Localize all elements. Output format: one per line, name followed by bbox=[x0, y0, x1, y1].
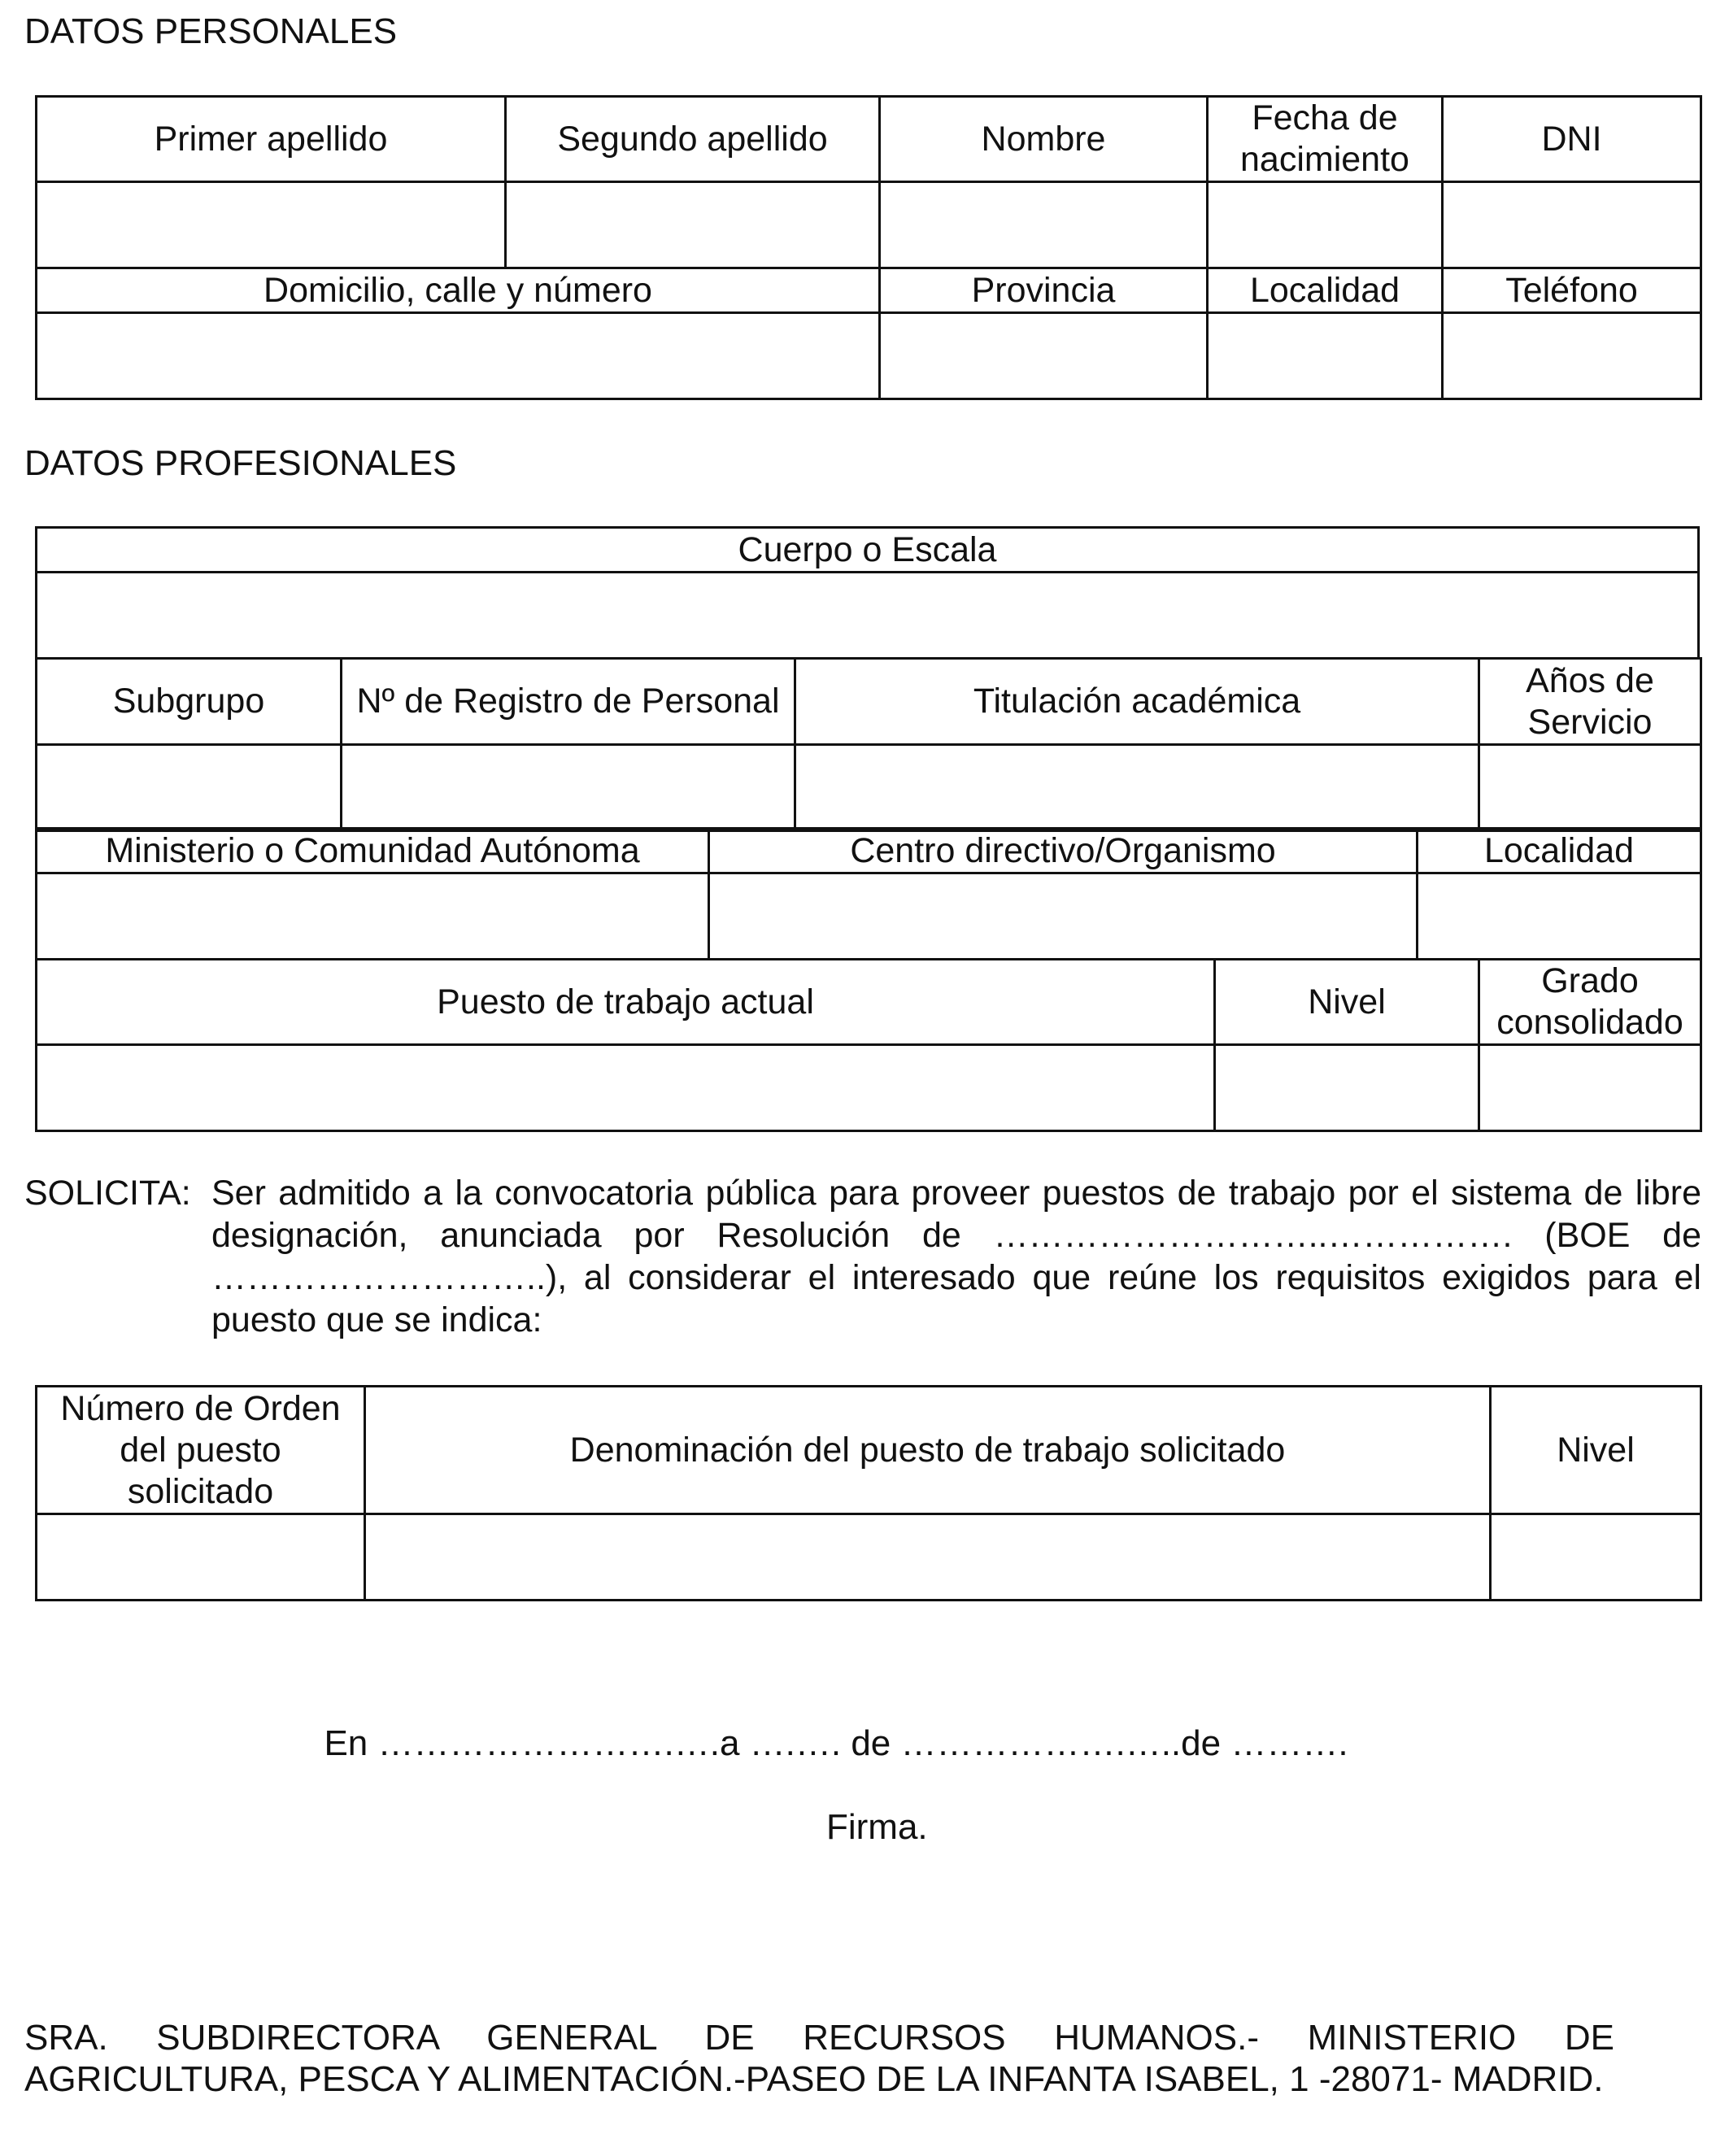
field-domicilio[interactable] bbox=[37, 313, 880, 399]
field-grado-consolidado[interactable] bbox=[1479, 1045, 1701, 1131]
field-nivel[interactable] bbox=[1215, 1045, 1479, 1131]
field-puesto-actual[interactable] bbox=[37, 1045, 1215, 1131]
request-table bbox=[35, 1385, 1702, 1601]
header-nivel-solicitado: Nivel bbox=[1491, 1387, 1701, 1514]
signature-label: Firma. bbox=[826, 1807, 928, 1847]
personal-section-title: DATOS PERSONALES bbox=[24, 11, 398, 51]
field-primer-apellido[interactable] bbox=[37, 182, 506, 268]
header-anos-servicio: Años de Servicio bbox=[1479, 659, 1701, 745]
date-line: En …………………….….a ….…. de ……………….…..de ………. bbox=[324, 1723, 1348, 1763]
personal-data-table bbox=[35, 95, 1702, 400]
field-localidad[interactable] bbox=[1208, 313, 1443, 399]
header-segundo-apellido: Segundo apellido bbox=[506, 97, 880, 182]
header-denominacion: Denominación del puesto de trabajo solicitado bbox=[365, 1387, 1491, 1514]
ministerio-table bbox=[35, 827, 1702, 960]
field-nivel-solicitado[interactable] bbox=[1491, 1514, 1701, 1601]
cuerpo-table bbox=[35, 526, 1700, 660]
field-centro-directivo[interactable] bbox=[709, 873, 1418, 960]
header-fecha-nacimiento: Fecha de nacimiento bbox=[1208, 97, 1443, 182]
field-titulacion[interactable] bbox=[795, 745, 1479, 831]
header-centro-directivo: Centro directivo/Organismo bbox=[709, 829, 1418, 873]
field-registro-personal[interactable] bbox=[342, 745, 795, 831]
field-cuerpo-escala[interactable] bbox=[37, 573, 1699, 659]
header-puesto-actual: Puesto de trabajo actual bbox=[37, 960, 1215, 1045]
field-dni[interactable] bbox=[1443, 182, 1701, 268]
field-subgrupo[interactable] bbox=[37, 745, 342, 831]
header-titulacion: Titulación académica bbox=[795, 659, 1479, 745]
header-telefono: Teléfono bbox=[1443, 268, 1701, 313]
field-numero-orden[interactable] bbox=[37, 1514, 365, 1601]
header-cuerpo-escala: Cuerpo o Escala bbox=[37, 528, 1699, 573]
field-localidad-prof[interactable] bbox=[1418, 873, 1701, 960]
header-localidad: Localidad bbox=[1208, 268, 1443, 313]
field-fecha-nacimiento[interactable] bbox=[1208, 182, 1443, 268]
professional-section-title: DATOS PROFESIONALES bbox=[24, 443, 457, 483]
header-registro-personal: Nº de Registro de Personal bbox=[342, 659, 795, 745]
header-nivel: Nivel bbox=[1215, 960, 1479, 1045]
header-grado-consolidado: Grado consolidado bbox=[1479, 960, 1701, 1045]
header-dni: DNI bbox=[1443, 97, 1701, 182]
solicita-block bbox=[24, 1172, 1701, 1341]
field-segundo-apellido[interactable] bbox=[506, 182, 880, 268]
header-numero-orden: Número de Orden del puesto solicitado bbox=[37, 1387, 365, 1514]
header-ministerio: Ministerio o Comunidad Autónoma bbox=[37, 829, 709, 873]
field-ministerio[interactable] bbox=[37, 873, 709, 960]
solicita-text: Ser admitido a la convocatoria pública para proveer puestos de trabajo por el sistema de libre designación, anunciada por Resolución de ………………………..……………. (BOE de ………………………..), al considerar el interesado que reúne los requisitos exigidos para el puesto que se indica: bbox=[211, 1174, 1701, 1339]
addressee-footer: SRA. SUBDIRECTORA GENERAL DE RECURSOS HUMANOS.- MINISTERIO DE AGRICULTURA, PESCA Y ALIMENTACIÓN.-PASEO DE LA INFANTA ISABEL, 1 -28071- MADRID. bbox=[24, 2018, 1614, 2099]
header-subgrupo: Subgrupo bbox=[37, 659, 342, 745]
header-localidad-prof: Localidad bbox=[1418, 829, 1701, 873]
registro-table bbox=[35, 657, 1702, 832]
solicita-label: SOLICITA: bbox=[24, 1174, 191, 1213]
field-telefono[interactable] bbox=[1443, 313, 1701, 399]
field-anos-servicio[interactable] bbox=[1479, 745, 1701, 831]
header-domicilio: Domicilio, calle y número bbox=[37, 268, 880, 313]
field-nombre[interactable] bbox=[880, 182, 1208, 268]
header-nombre: Nombre bbox=[880, 97, 1208, 182]
field-denominacion[interactable] bbox=[365, 1514, 1491, 1601]
puesto-table bbox=[35, 958, 1702, 1132]
header-primer-apellido: Primer apellido bbox=[37, 97, 506, 182]
header-provincia: Provincia bbox=[880, 268, 1208, 313]
field-provincia[interactable] bbox=[880, 313, 1208, 399]
